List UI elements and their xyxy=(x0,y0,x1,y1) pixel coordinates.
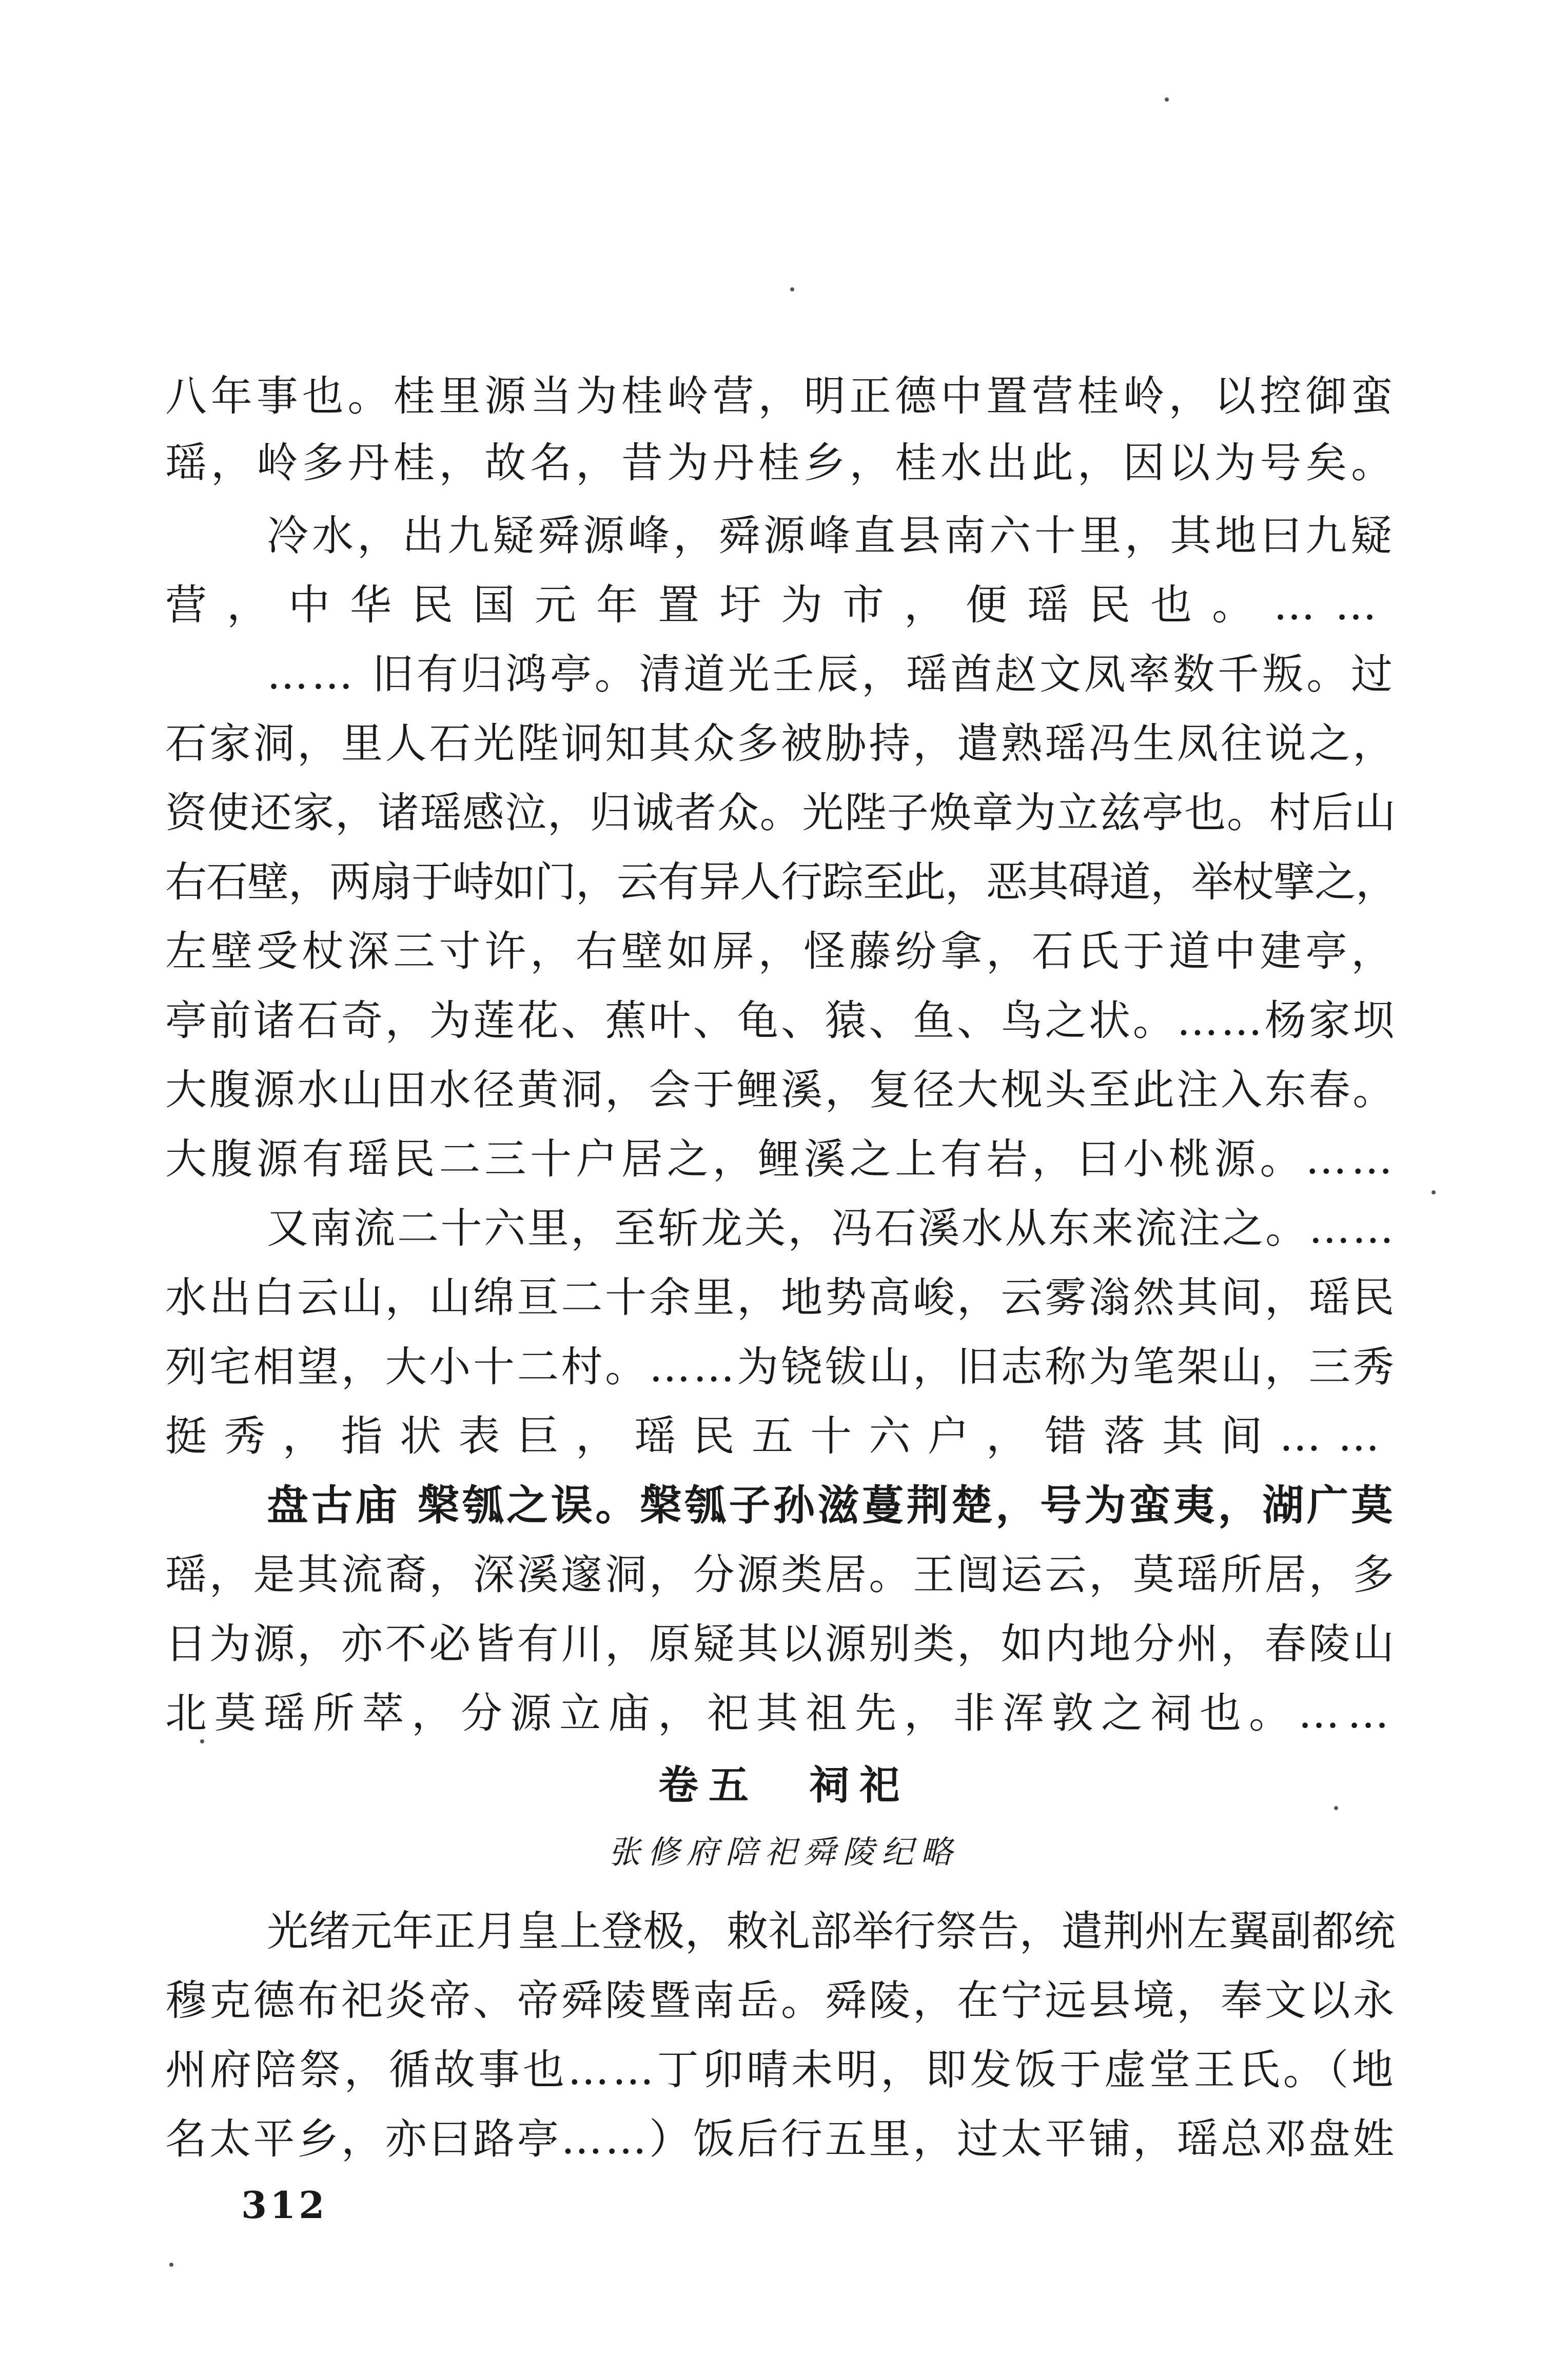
scan-speck xyxy=(1432,1190,1436,1194)
text-line: …… 旧有归鸿亭。清道光壬辰，瑶酋赵文凤率数千叛。过 xyxy=(267,651,1396,699)
section-subtitle: 张修府陪祀舜陵纪略 xyxy=(608,1833,959,1871)
text-line: 挺秀，指状表巨，瑶民五十六户，错落其间…… xyxy=(165,1413,1397,1461)
text-line: 名太平乡，亦曰路亭……）饭后行五里，过太平铺，瑶总邓盘姓 xyxy=(165,2115,1397,2164)
scan-speck xyxy=(1165,97,1169,102)
text-line: 瑶，岭多丹桂，故名，昔为丹桂乡，桂水出此，因以为号矣。 xyxy=(165,439,1397,487)
text-line: 又南流二十六里，至斩龙关，冯石溪水从东来流注之。…… xyxy=(267,1205,1396,1253)
scan-speck xyxy=(169,2263,173,2267)
text-line: 右石壁，两扇于峙如门，云有异人行踪至此，恶其碍道，举杖擘之， xyxy=(165,858,1397,907)
section-title: 卷五 祠祀 xyxy=(658,1762,910,1809)
text-line: 光绪元年正月皇上登极，敕礼部举行祭告，遣荆州左翼副都统 xyxy=(267,1908,1396,1956)
scan-speck xyxy=(200,1739,204,1743)
page-number: 312 xyxy=(241,2183,328,2227)
text-line: 冷水，出九疑舜源峰，舜源峰直县南六十里，其地曰九疑 xyxy=(267,512,1396,560)
text-line: 州府陪祭，循故事也……丁卯晴未明，即发饭于虚堂王氏。（地 xyxy=(165,2046,1397,2094)
text-line: 营，中华民国元年置圩为市，便瑶民也。…… xyxy=(165,581,1397,630)
text-line: 石家洞，里人石光陛诇知其众多被胁持，遣熟瑶冯生凤往说之， xyxy=(165,720,1397,768)
text-line: 列宅相望，大小十二村。……为铙钹山，旧志称为笔架山，三秀 xyxy=(165,1343,1397,1391)
text-line: 日为源，亦不必皆有川，原疑其以源别类，如内地分州，春陵山 xyxy=(165,1620,1397,1669)
text-line: 北莫瑶所萃，分源立庙，祀其祖先，非浑敦之祠也。…… xyxy=(165,1690,1397,1738)
scan-speck xyxy=(1334,1806,1338,1810)
text-line: 大腹源水山田水径黄洞，会于鲤溪，复径大枧头至此注入东春。 xyxy=(165,1066,1397,1114)
text-line: 亭前诸石奇，为莲花、蕉叶、龟、猿、鱼、鸟之状。……杨家坝 xyxy=(165,997,1397,1045)
text-line: 八年事也。桂里源当为桂岭营，明正德中置营桂岭，以控御蛮 xyxy=(165,372,1397,421)
text-line: 水出白云山，山绵亘二十余里，地势高峻，云雾滃然其间，瑶民 xyxy=(165,1274,1397,1322)
text-line: 大腹源有瑶民二三十户居之，鲤溪之上有岩，曰小桃源。…… xyxy=(165,1135,1397,1184)
text-line: 穆克德布祀炎帝、帝舜陵暨南岳。舜陵，在宁远县境，奉文以永 xyxy=(165,1977,1397,2025)
scan-speck xyxy=(790,287,794,291)
text-line: 盘古庙 槃瓠之误。槃瓠子孙滋蔓荆楚，号为蛮夷，湖广莫 xyxy=(267,1481,1396,1530)
text-line: 资使还家，诸瑶感泣，归诚者众。光陛子焕章为立兹亭也。村后山 xyxy=(165,789,1397,837)
text-line: 瑶，是其流裔，深溪邃洞，分源类居。王闿运云，莫瑶所居，多 xyxy=(165,1551,1397,1599)
text-line: 左壁受杖深三寸许，右壁如屏，怪藤纷拿，石氏于道中建亭， xyxy=(165,928,1397,976)
